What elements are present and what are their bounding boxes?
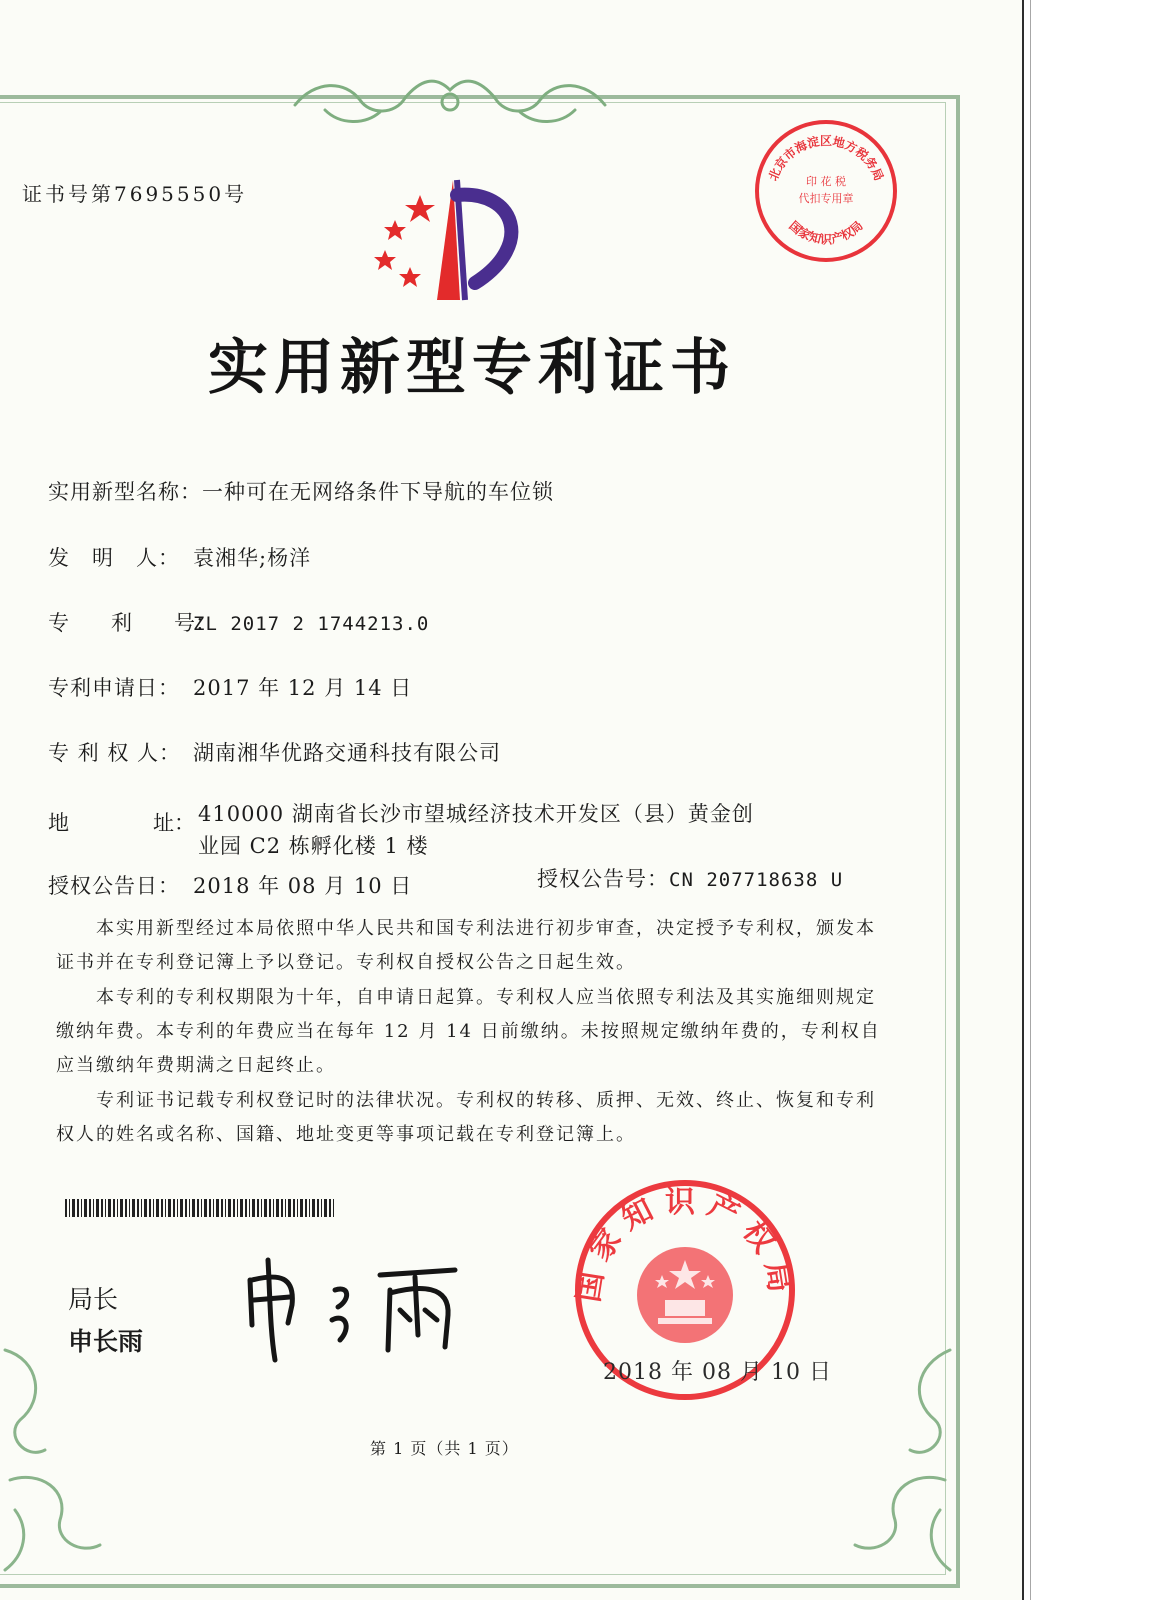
body-paragraph-2: 本专利的专利权期限为十年，自申请日起算。专利权人应当依照专利法及其实施细则规定缴纳年费。本专利的年费应当在每年 12 月 14 日前缴纳。未按照规定缴纳年费的，专利权自应当缴纳年费期满之日起终止。 [56,987,881,1076]
grant-date-row [48,870,412,900]
grant-number-value: CN 207718638 U [669,869,844,891]
tax-stamp-center-line-1: 印 花 税 [806,175,846,188]
certificate-title: 实用新型专利证书 [208,333,736,403]
bottom-left-ornament-icon [0,1340,110,1580]
tax-stamp-center-line-2: 代扣专用章 [798,192,854,205]
patentee-row [48,737,501,767]
scan-edge-line-secondary [1030,0,1031,1600]
body-paragraph-1: 本实用新型经过本局依照中华人民共和国专利法进行初步审查，决定授予专利权，颁发本证书并在专利登记簿上予以登记。专利权自授权公告之日起生效。 [56,918,876,973]
utility-model-name-label: 实用新型名称： [48,480,202,504]
certificate-number: 证书号第7695550号 [22,182,248,206]
grant-date-label: 授权公告日： [48,874,180,898]
grant-date-value: 2018 年 08 月 10 日 [193,874,413,898]
filing-date-row [48,672,412,702]
grant-number-row [537,863,843,893]
office-seal-text: 国家知识产权局 [571,1184,799,1305]
patent-number-value: ZL 2017 2 1744213.0 [193,613,430,635]
patent-number-label: 专 利 号： [48,611,216,635]
chief-title: 局长 [68,1285,119,1314]
page-number: 第 1 页（共 1 页） [370,1439,519,1458]
inventor-label: 发 明 人： [48,546,180,570]
address-line-2: 业园 C2 栋孵化楼 1 楼 [198,834,429,858]
address-label: 地 址： [48,811,195,835]
tax-stamp-ring-text: 北京市海淀区地方税务局 [765,134,887,183]
top-ornament-icon [285,70,615,128]
patentee-label: 专 利 权 人： [48,741,182,765]
grant-number-label: 授权公告号： [537,867,669,891]
handwritten-signature-icon [240,1255,480,1365]
patentee-value: 湖南湘华优路交通科技有限公司 [193,741,501,765]
svg-text:国家知识产权局 [786,218,865,246]
filing-date-value: 2017 年 12 月 14 日 [193,676,413,700]
certificate-body-text [56,912,886,1153]
barcode [65,1199,335,1217]
stamp-duty-seal-icon [752,117,900,265]
scan-edge-line [1022,0,1024,1600]
inventor-value: 袁湘华;杨洋 [193,546,312,570]
tax-stamp-bottom-text: 国家知识产权局 [786,218,866,247]
utility-model-name-value: 一种可在无网络条件下导航的车位锁 [202,480,554,504]
utility-model-name-row [48,476,554,506]
inventor-row [48,542,311,572]
seal-date: 2018 年 08 月 10 日 [603,1360,832,1385]
bottom-right-ornament-icon [840,1340,960,1580]
address-line-1: 410000 湖南省长沙市望城经济技术开发区（县）黄金创 [198,802,754,826]
filing-date-label: 专利申请日： [48,676,180,700]
chief-name: 申长雨 [68,1327,144,1356]
body-paragraph-3: 专利证书记载专利权登记时的法律状况。专利权的转移、质押、无效、终止、恢复和专利权人的姓名或名称、国籍、地址变更等事项记载在专利登记簿上。 [56,1090,876,1145]
address-label-row [48,807,193,837]
patent-office-logo-icon [365,175,540,305]
patent-number-row [48,607,429,637]
